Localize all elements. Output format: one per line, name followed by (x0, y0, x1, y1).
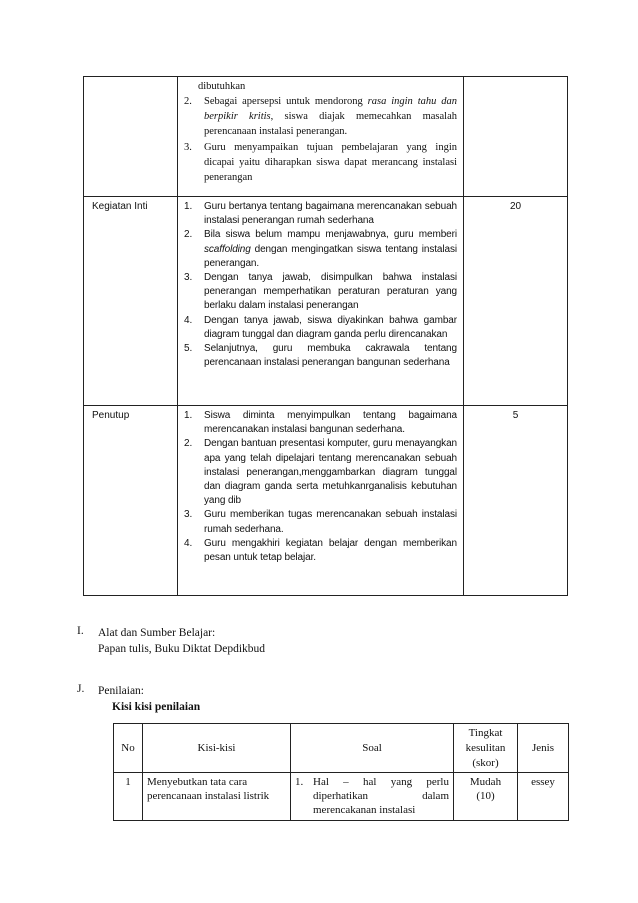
assessment-grid-table (113, 723, 569, 821)
table-row (84, 406, 568, 596)
step-item (184, 314, 457, 342)
lesson-plan-table (83, 76, 568, 596)
step-number: 2. (184, 96, 192, 107)
steps-list (178, 409, 463, 567)
header-tingkat-line1: Tingkat (468, 726, 503, 739)
header-jenis: Jenis (518, 724, 569, 773)
step-text: Dengan bantuan presentasi komputer, guru menayangkan apa yang telah dipelajari tentang merencanakan sebuah instalasi penerangan,menggambarkan diagram tunggal dan diagram ganda serta metuhkanrganalisis kebutuhan yang dib (204, 438, 457, 507)
steps-cell (178, 77, 464, 197)
step-text: Dengan tanya jawab, disimpulkan bahwa instalasi penerangan memperhatikan peraturan peraturan yang berlaku dalam instalasi penerangan (204, 272, 457, 312)
step-item (184, 537, 457, 565)
cell-no: 1 (114, 773, 143, 821)
section-title: Penilaian: (98, 685, 144, 697)
step-item (184, 140, 457, 186)
step-item (184, 508, 457, 536)
step-number: 2. (184, 229, 193, 241)
section-j (77, 683, 537, 717)
soal-text: Hal – hal yang perlu diperhatikan dalam merencakanan instalasi (313, 776, 449, 816)
phase-cell: Kegiatan Inti (84, 197, 178, 406)
cell-soal (291, 773, 454, 821)
step-item (184, 228, 457, 271)
header-no: No (114, 724, 143, 773)
steps-cell (178, 197, 464, 406)
step-text: Dengan tanya jawab, siswa diyakinkan bahwa gambar diagram tunggal dan diagram ganda perlu direncanakan (204, 314, 457, 340)
phase-cell: Penutup (84, 406, 178, 596)
step-number: 3. (184, 141, 192, 153)
steps-list (178, 94, 463, 187)
table-row (84, 197, 568, 406)
cell-tingkat (454, 773, 518, 821)
table-row (84, 77, 568, 197)
step-text: Bila siswa belum mampu menjawabnya, guru memberi scaffolding dengan mengingatkan siswa tentang instalasi penerangan. (204, 229, 457, 269)
step-text: Guru bertanya tentang bagaimana merencanakan sebuah instalasi penerangan rumah sederhana (204, 201, 457, 227)
table-header-row (114, 724, 569, 773)
table-row (114, 773, 569, 821)
step-number: 4. (184, 314, 193, 326)
section-title: Alat dan Sumber Belajar: (98, 627, 216, 639)
cell-jenis: essey (518, 773, 569, 821)
duration-cell: 5 (464, 406, 568, 596)
step-number: 5. (184, 343, 193, 355)
step-text: Selanjutnya, guru membuka cakrawala tentang perencanaan instalasi penerangan bangunan sederhana (204, 343, 457, 369)
step-number: 2. (184, 438, 193, 450)
step-text: Guru memberikan tugas merencanakan sebuah instalasi rumah sederhana. (204, 509, 457, 535)
cell-kisi: Menyebutkan tata cara perencanaan instalasi listrik (143, 773, 291, 821)
duration-cell (464, 77, 568, 197)
step-number: 4. (184, 537, 193, 549)
header-tingkat (454, 724, 518, 773)
steps-list (178, 200, 463, 372)
step-number: 1. (184, 201, 193, 212)
step-number: 3. (184, 509, 193, 521)
step-item (184, 437, 457, 508)
step-item (184, 271, 457, 314)
phase-cell (84, 77, 178, 197)
step-text: Siswa diminta menyimpulkan tentang bagaimana merencanakan instalasi bangunan sederhana. (204, 410, 457, 436)
section-subtitle: Kisi kisi penilaian (112, 701, 201, 713)
section-i (77, 625, 537, 659)
step-number: 3. (184, 272, 193, 284)
header-kisi: Kisi-kisi (143, 724, 291, 773)
section-content: Papan tulis, Buku Diktat Depdikbud (98, 643, 266, 655)
step-text: Guru menyampaikan tujuan pembelajaran yang ingin dicapai yaitu diharapkan siswa dapat merancang instalasi penerangan (204, 141, 457, 184)
header-tingkat-line3: (skor) (472, 756, 499, 769)
soal-number: 1. (295, 776, 304, 788)
step-text: Sebagai apersepsi untuk mendorong rasa ingin tahu dan berpikir kritis, siswa diajak memecahkan masalah perencanaan instalasi penerangan. (204, 96, 457, 138)
header-soal: Soal (291, 724, 454, 773)
continuation-text: dibutuhkan (198, 81, 246, 92)
step-text: Guru mengakhiri kegiatan belajar dengan memberikan pesan untuk tetap belajar. (204, 537, 457, 564)
tingkat-score: (10) (476, 790, 495, 802)
header-tingkat-line2: kesulitan (465, 741, 506, 754)
step-item (184, 200, 457, 228)
section-letter: J. (77, 683, 85, 695)
step-item (184, 94, 457, 140)
section-letter: I. (77, 625, 84, 637)
tingkat-level: Mudah (469, 776, 502, 788)
step-number: 1. (184, 410, 193, 421)
steps-cell (178, 406, 464, 596)
duration-cell: 20 (464, 197, 568, 406)
step-item (184, 409, 457, 437)
step-item (184, 342, 457, 370)
